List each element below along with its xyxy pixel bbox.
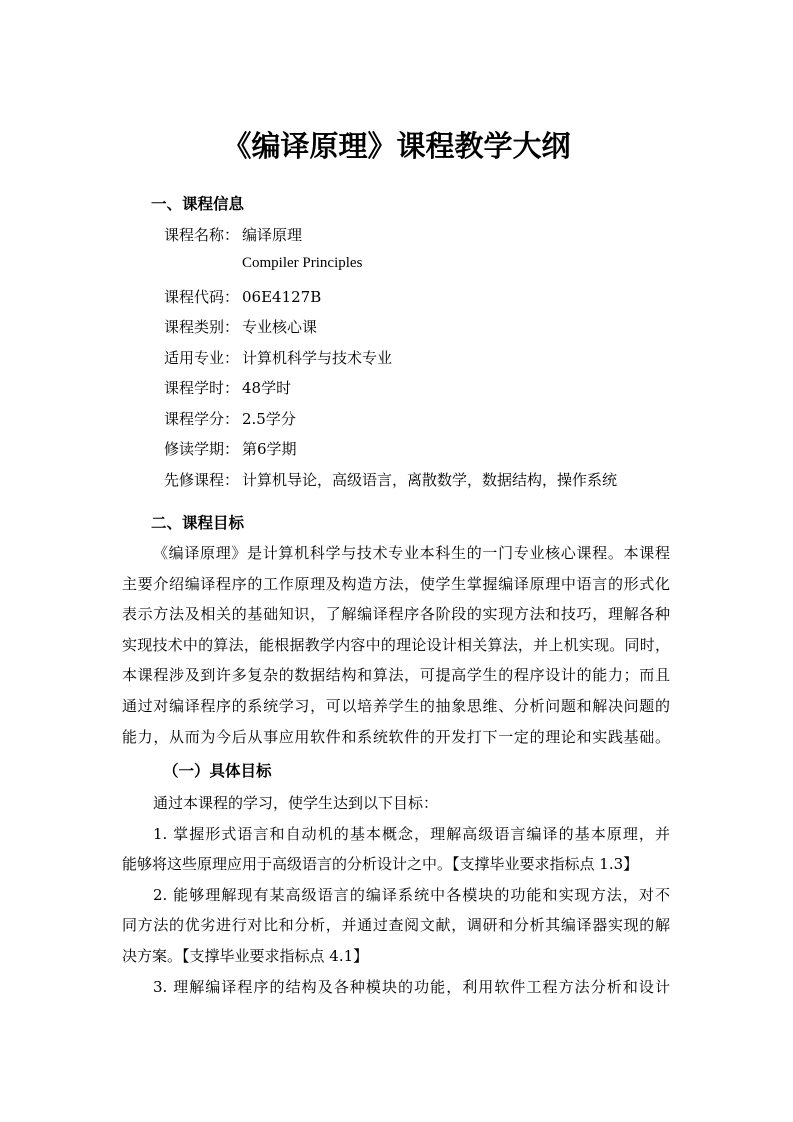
info-value: 06E4127B	[242, 288, 322, 306]
course-english-name: Compiler Principles	[242, 255, 363, 271]
section-heading-course-info: 一、课程信息	[151, 195, 245, 213]
info-row-course-code	[164, 286, 321, 307]
goal-1-line: 1. 掌握形式语言和自动机的基本概念，理解高级语言编译的基本原理，并	[153, 825, 670, 843]
info-label: 课程学时：	[164, 379, 240, 397]
goal-2-line: 2. 能够理解现有某高级语言的编译系统中各模块的功能和实现方法，对不	[153, 886, 670, 904]
intro-line: 表示方法及相关的基础知识，了解编译程序各阶段的实现方法和技巧，理解各种	[122, 605, 670, 623]
info-label: 先修课程：	[164, 471, 240, 489]
info-label: 课程学分：	[164, 410, 240, 428]
info-label: 课程名称：	[164, 226, 240, 244]
goal-3-line: 3. 理解编译程序的结构及各种模块的功能，利用软件工程方法分析和设计	[153, 978, 670, 996]
info-label: 修读学期：	[164, 440, 240, 458]
info-row-prerequisites	[164, 469, 617, 490]
info-value: 第6学期	[242, 440, 297, 458]
subsection-heading-specific-goals: （一）具体目标	[163, 762, 272, 780]
info-row-course-category	[164, 316, 317, 337]
info-value: 48学时	[242, 379, 292, 397]
info-value: 计算机导论，高级语言，离散数学，数据结构，操作系统	[242, 471, 618, 489]
section-heading-course-goals: 二、课程目标	[151, 514, 245, 532]
goals-intro: 通过本课程的学习，使学生达到以下目标：	[153, 794, 439, 812]
intro-line: 《编译原理》是计算机科学与技术专业本科生的一门专业核心课程。本课程	[153, 544, 670, 562]
info-row-credits	[164, 408, 296, 429]
info-value: 2.5学分	[242, 410, 296, 428]
info-row-hours	[164, 377, 291, 398]
goal-1-line: 能够将这些原理应用于高级语言的分析设计之中。【支撑毕业要求指标点 1.3】	[122, 855, 639, 873]
intro-line: 通过对编译程序的系统学习，可以培养学生的抽象思维、分析问题和解决问题的	[122, 697, 670, 715]
info-value: 计算机科学与技术专业	[242, 349, 393, 367]
info-label: 适用专业：	[164, 349, 240, 367]
info-label: 课程代码：	[164, 288, 240, 306]
goal-2-line: 决方案。【支撑毕业要求指标点 4.1】	[122, 947, 369, 965]
info-row-course-name	[164, 224, 302, 245]
info-value: 专业核心课	[242, 318, 318, 336]
page-title: 《编译原理》课程教学大纲	[222, 129, 571, 163]
intro-line: 能力，从而为今后从事应用软件和系统软件的开发打下一定的理论和实践基础。	[122, 728, 670, 746]
info-value: 编译原理	[242, 226, 303, 244]
intro-line: 实现技术中的算法，能根据教学内容中的理论设计相关算法，并上机实现。同时，	[122, 636, 670, 654]
info-label: 课程类别：	[164, 318, 240, 336]
intro-line: 主要介绍编译程序的工作原理及构造方法，使学生掌握编译原理中语言的形式化	[122, 575, 670, 593]
info-row-major	[164, 347, 392, 368]
goal-2-line: 同方法的优劣进行对比和分析，并通过查阅文献，调研和分析其编译器实现的解	[122, 916, 670, 934]
intro-line: 本课程涉及到许多复杂的数据结构和算法，可提高学生的程序设计的能力；而且	[122, 666, 670, 684]
info-row-semester	[164, 438, 297, 459]
